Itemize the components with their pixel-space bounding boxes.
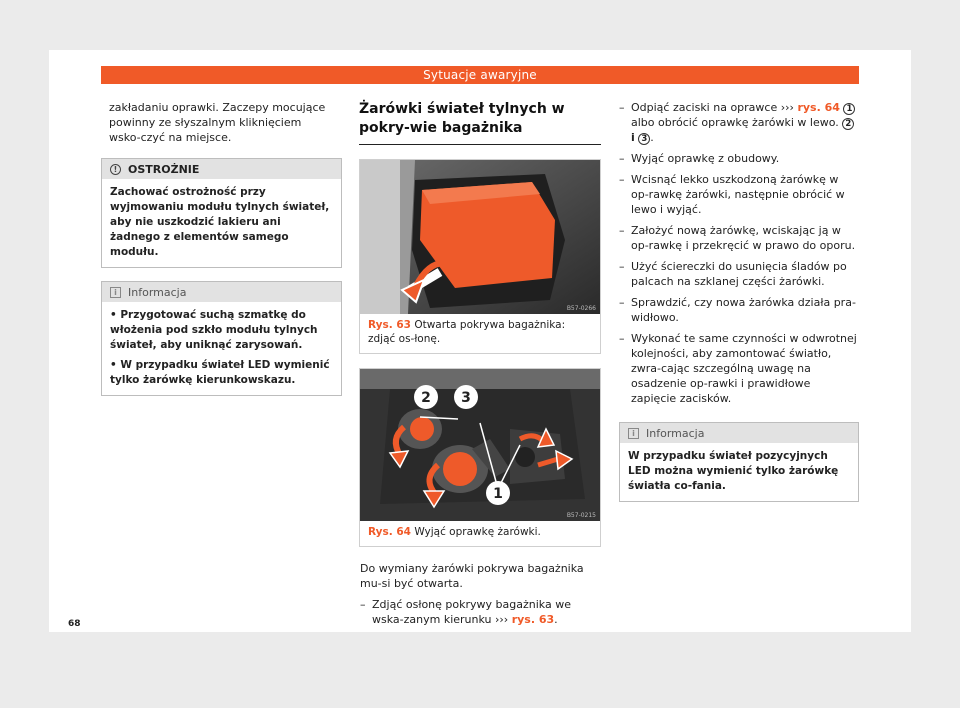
info-body-left — [102, 302, 341, 395]
info-header-left — [102, 282, 341, 302]
info-title-left: Informacja — [128, 285, 187, 299]
figure-63-image — [360, 160, 600, 314]
step-text: Wykonać te same czynności w odwrotnej kolejności, aby zamontować światło, zwra-cając szczególną uwagę na osadzenie op-rawki i prawidłowe zapięcie zacisków. — [631, 332, 857, 405]
intro-paragraph: zakładaniu oprawki. Zaczepy mocujące powinny ze słyszalnym kliknięciem wsko-czyć na miejsce. — [109, 101, 326, 144]
figure-ref-link[interactable]: rys. 63 — [511, 613, 555, 626]
column-right — [619, 100, 859, 502]
info-item: • W przypadku świateł LED wymienić tylko żarówkę kierunkowskazu. — [110, 359, 330, 386]
step-text: Użyć ściereczki do usunięcia śladów po palcach na szklanej części żarówki. — [631, 260, 847, 288]
figure-64-label: Rys. 64 — [368, 526, 411, 538]
step-item — [619, 331, 859, 406]
step-end: . — [554, 613, 558, 626]
info-box-right — [619, 422, 859, 502]
page-header: Sytuacje awaryjne — [101, 66, 859, 84]
caution-text: Zachować ostrożność przy wyjmowaniu modułu tylnych świateł, aby nie uszkodzić lakieru ani żadnego z elementów samego modułu. — [110, 186, 330, 258]
figure-63 — [359, 159, 601, 354]
info-box-left — [101, 281, 342, 396]
column-left — [101, 100, 342, 396]
column-middle — [359, 100, 601, 627]
figure-64-caption-text: Wyjąć oprawkę żarówki. — [414, 526, 541, 538]
step-item — [360, 597, 600, 627]
figure-63-caption — [360, 314, 600, 353]
conjunction: i — [631, 131, 635, 144]
step-text: Zdjąć osłonę pokrywy bagażnika we wska-zanym kierunku — [372, 598, 571, 626]
figure-64-image — [360, 369, 600, 521]
step-dash: – — [619, 332, 625, 345]
step-dash: – — [619, 224, 625, 237]
step-end: . — [650, 131, 654, 144]
figure-63-label: Rys. 63 — [368, 319, 411, 331]
callout-number-1: 1 — [843, 103, 855, 115]
info-header-right — [620, 423, 858, 443]
step-item — [619, 295, 859, 325]
step-dash: – — [619, 173, 625, 186]
figure-63-code: B57-0266 — [566, 305, 596, 312]
ref-arrows: ››› — [780, 101, 794, 114]
step-text: Sprawdzić, czy nowa żarówka działa pra-widłowo. — [631, 296, 856, 324]
figure-64-code: B57-0215 — [566, 512, 596, 519]
info-body-right — [620, 443, 858, 501]
caution-box — [101, 158, 342, 268]
page-number: 68 — [68, 619, 81, 629]
step-text: Założyć nową żarówkę, wciskając ją w op-rawkę i przekręcić w prawo do oporu. — [631, 224, 856, 252]
info-title-right: Informacja — [646, 426, 705, 440]
caution-body — [102, 179, 341, 267]
middle-paragraph: Do wymiany żarówki pokrywa bagażnika mu-si być otwarta. — [360, 562, 584, 590]
step-item — [619, 223, 859, 253]
step-dash: – — [360, 598, 366, 611]
figure-ref-link[interactable]: rys. 64 — [797, 101, 840, 114]
ref-arrows: ››› — [495, 613, 509, 626]
figure-64-badge-2: 2 — [421, 390, 431, 406]
step-text: albo obrócić oprawkę żarówki w lewo. — [631, 116, 839, 129]
figure-64-caption — [360, 521, 600, 546]
info-icon: i — [110, 287, 121, 298]
middle-body — [359, 561, 601, 627]
step-text: Wyjąć oprawkę z obudowy. — [631, 152, 780, 165]
step-text: Odpiąć zaciski na oprawce — [631, 101, 778, 114]
callout-number-2: 2 — [842, 118, 854, 130]
step-dash: – — [619, 296, 625, 309]
step-item — [619, 100, 859, 145]
info-item: • Przygotować suchą szmatkę do włożenia pod szkło modułu tylnych świateł, aby uniknąć zarysowań. — [110, 309, 318, 351]
figure-64-badge-1: 1 — [493, 486, 503, 502]
callout-number-3: 3 — [638, 133, 650, 145]
figure-64 — [359, 368, 601, 547]
caution-header — [102, 159, 341, 179]
warning-icon: ! — [110, 164, 121, 175]
step-dash: – — [619, 152, 625, 165]
step-item — [619, 259, 859, 289]
step-dash: – — [619, 101, 625, 114]
step-dash: – — [619, 260, 625, 273]
step-item — [619, 172, 859, 217]
info-icon: i — [628, 428, 639, 439]
figure-63-caption-text: Otwarta pokrywa bagażnika: zdjąć os-łonę. — [368, 319, 566, 345]
step-item — [619, 151, 859, 166]
step-text: Wcisnąć lekko uszkodzoną żarówkę w op-rawkę żarówki, następnie obrócić w lewo i wyjąć. — [631, 173, 845, 216]
caution-title: OSTROŻNIE — [128, 162, 200, 176]
section-heading: Żarówki świateł tylnych w pokry-wie bagażnika — [359, 100, 601, 145]
info-text: W przypadku świateł pozycyjnych LED można wymienić tylko żarówkę światła co-fania. — [628, 450, 839, 492]
figure-64-badge-3: 3 — [461, 390, 471, 406]
